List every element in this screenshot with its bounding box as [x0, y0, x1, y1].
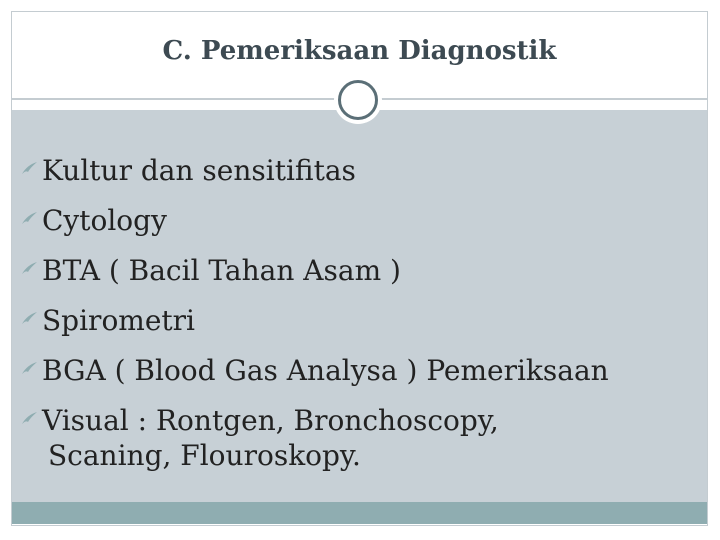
list-item: [18, 296, 698, 346]
sparkle-bullet-icon: [18, 357, 40, 379]
list-item: [18, 246, 698, 296]
sparkle-bullet-icon: [18, 407, 40, 429]
circle-ornament-icon: [338, 80, 378, 120]
footer-bar: [12, 502, 707, 524]
list-item: [18, 346, 698, 396]
slide-title: C. Pemeriksaan Diagnostik: [162, 36, 557, 66]
bullet-text: BGA ( Blood Gas Analysa ) Pemeriksaan: [42, 354, 609, 387]
sparkle-bullet-icon: [18, 207, 40, 229]
bullet-text: Kultur dan sensitifitas: [42, 154, 356, 187]
bullet-list: [18, 146, 698, 474]
sparkle-bullet-icon: [18, 307, 40, 329]
bullet-text: Visual : Rontgen, Bronchoscopy,: [42, 404, 499, 437]
list-item: [18, 196, 698, 246]
list-item: [18, 146, 698, 196]
bullet-text: Cytology: [42, 204, 167, 237]
sparkle-bullet-icon: [18, 257, 40, 279]
sparkle-bullet-icon: [18, 157, 40, 179]
bullet-text: Spirometri: [42, 304, 196, 337]
bullet-text: BTA ( Bacil Tahan Asam ): [42, 254, 401, 287]
bullet-continuation: Scaning, Flouroskopy.: [48, 439, 361, 472]
